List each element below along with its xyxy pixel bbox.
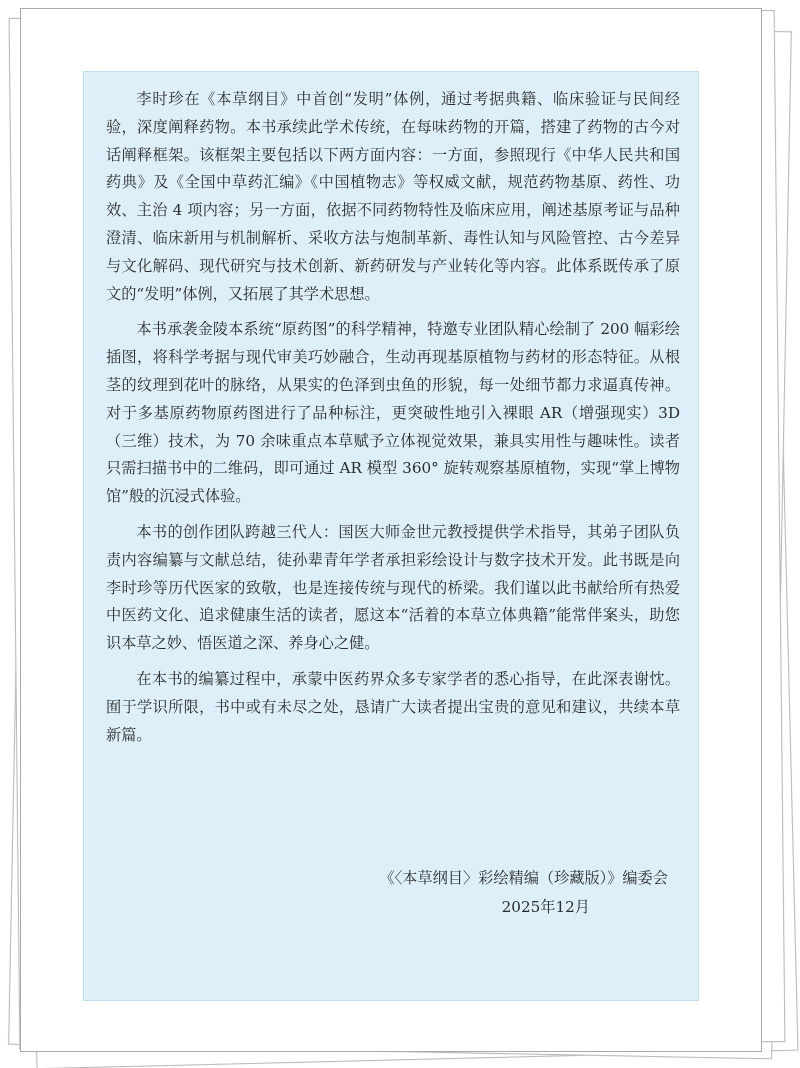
paragraph: 李时珍在《本草纲目》中首创“发明”体例，通过考据典籍、临床验证与民间经验，深度阐释药物。本书承续此学术传统，在每味药物的开篇，搭建了药物的古今对话阐释框架。该框架主要包括以下两方面内容：一方面，参照现行《中华人民共和国药典》及《全国中草药汇编》《中国植物志》等权威文献，规范药物基原、药性、功效、主治 4 项内容；另一方面，依据不同药物特性及临床应用，阐述基原考证与品种澄清、临床新用与机制解析、采收方法与炮制革新、毒性认知与风险管控、古今差异与文化解码、现代研究与技术创新、新药研发与产业转化等内容。此体系既传承了原文的“发明”体例，又拓展了其学术思想。 — [106, 90, 680, 303]
preface-panel — [83, 71, 699, 1001]
signature-block — [148, 864, 668, 922]
front-page — [20, 8, 762, 1052]
paragraph: 本书的创作团队跨越三代人：国医大师金世元教授提供学术指导，其弟子团队负责内容编纂与文献总结，徒孙辈青年学者承担彩绘设计与数字技术开发。此书既是向李时珍等历代医家的致敬，也是连接传统与现代的桥梁。我们谨以此书献给所有热爱中医药文化、追求健康生活的读者，愿这本“活着的本草立体典籍”能常伴案头，助您识本草之妙、悟医道之深、养身心之健。 — [106, 522, 680, 653]
date: 2025年12月 — [501, 898, 590, 916]
paragraph: 本书承袭金陵本系统“原药图”的科学精神，特邀专业团队精心绘制了 200 幅彩绘插图，将科学考据与现代审美巧妙融合，生动再现基原植物与药材的形态特征。从根茎的纹理到花叶的脉络，从果实的色泽到虫鱼的形貌，每一处细节都力求逼真传神。对于多基原药物原药图进行了品种标注，更突破性地引入裸眼 AR（增强现实）3D（三维）技术，为 70 余味重点本草赋予立体视觉效果，兼具实用性与趣味性。读者只需扫描书中的二维码，即可通过 AR 模型 360° 旋转观察基原植物，实现“掌上博物馆”般的沉浸式体验。 — [106, 320, 680, 506]
signature: 《〈本草纲目〉彩绘精编（珍藏版）》编委会 — [379, 869, 668, 887]
preface-body — [106, 86, 680, 757]
paragraph: 在本书的编纂过程中，承蒙中医药界众多专家学者的悉心指导，在此深表谢忱。囿于学识所限，书中或有未尽之处，恳请广大读者提出宝贵的意见和建议，共续本草新篇。 — [106, 669, 680, 744]
